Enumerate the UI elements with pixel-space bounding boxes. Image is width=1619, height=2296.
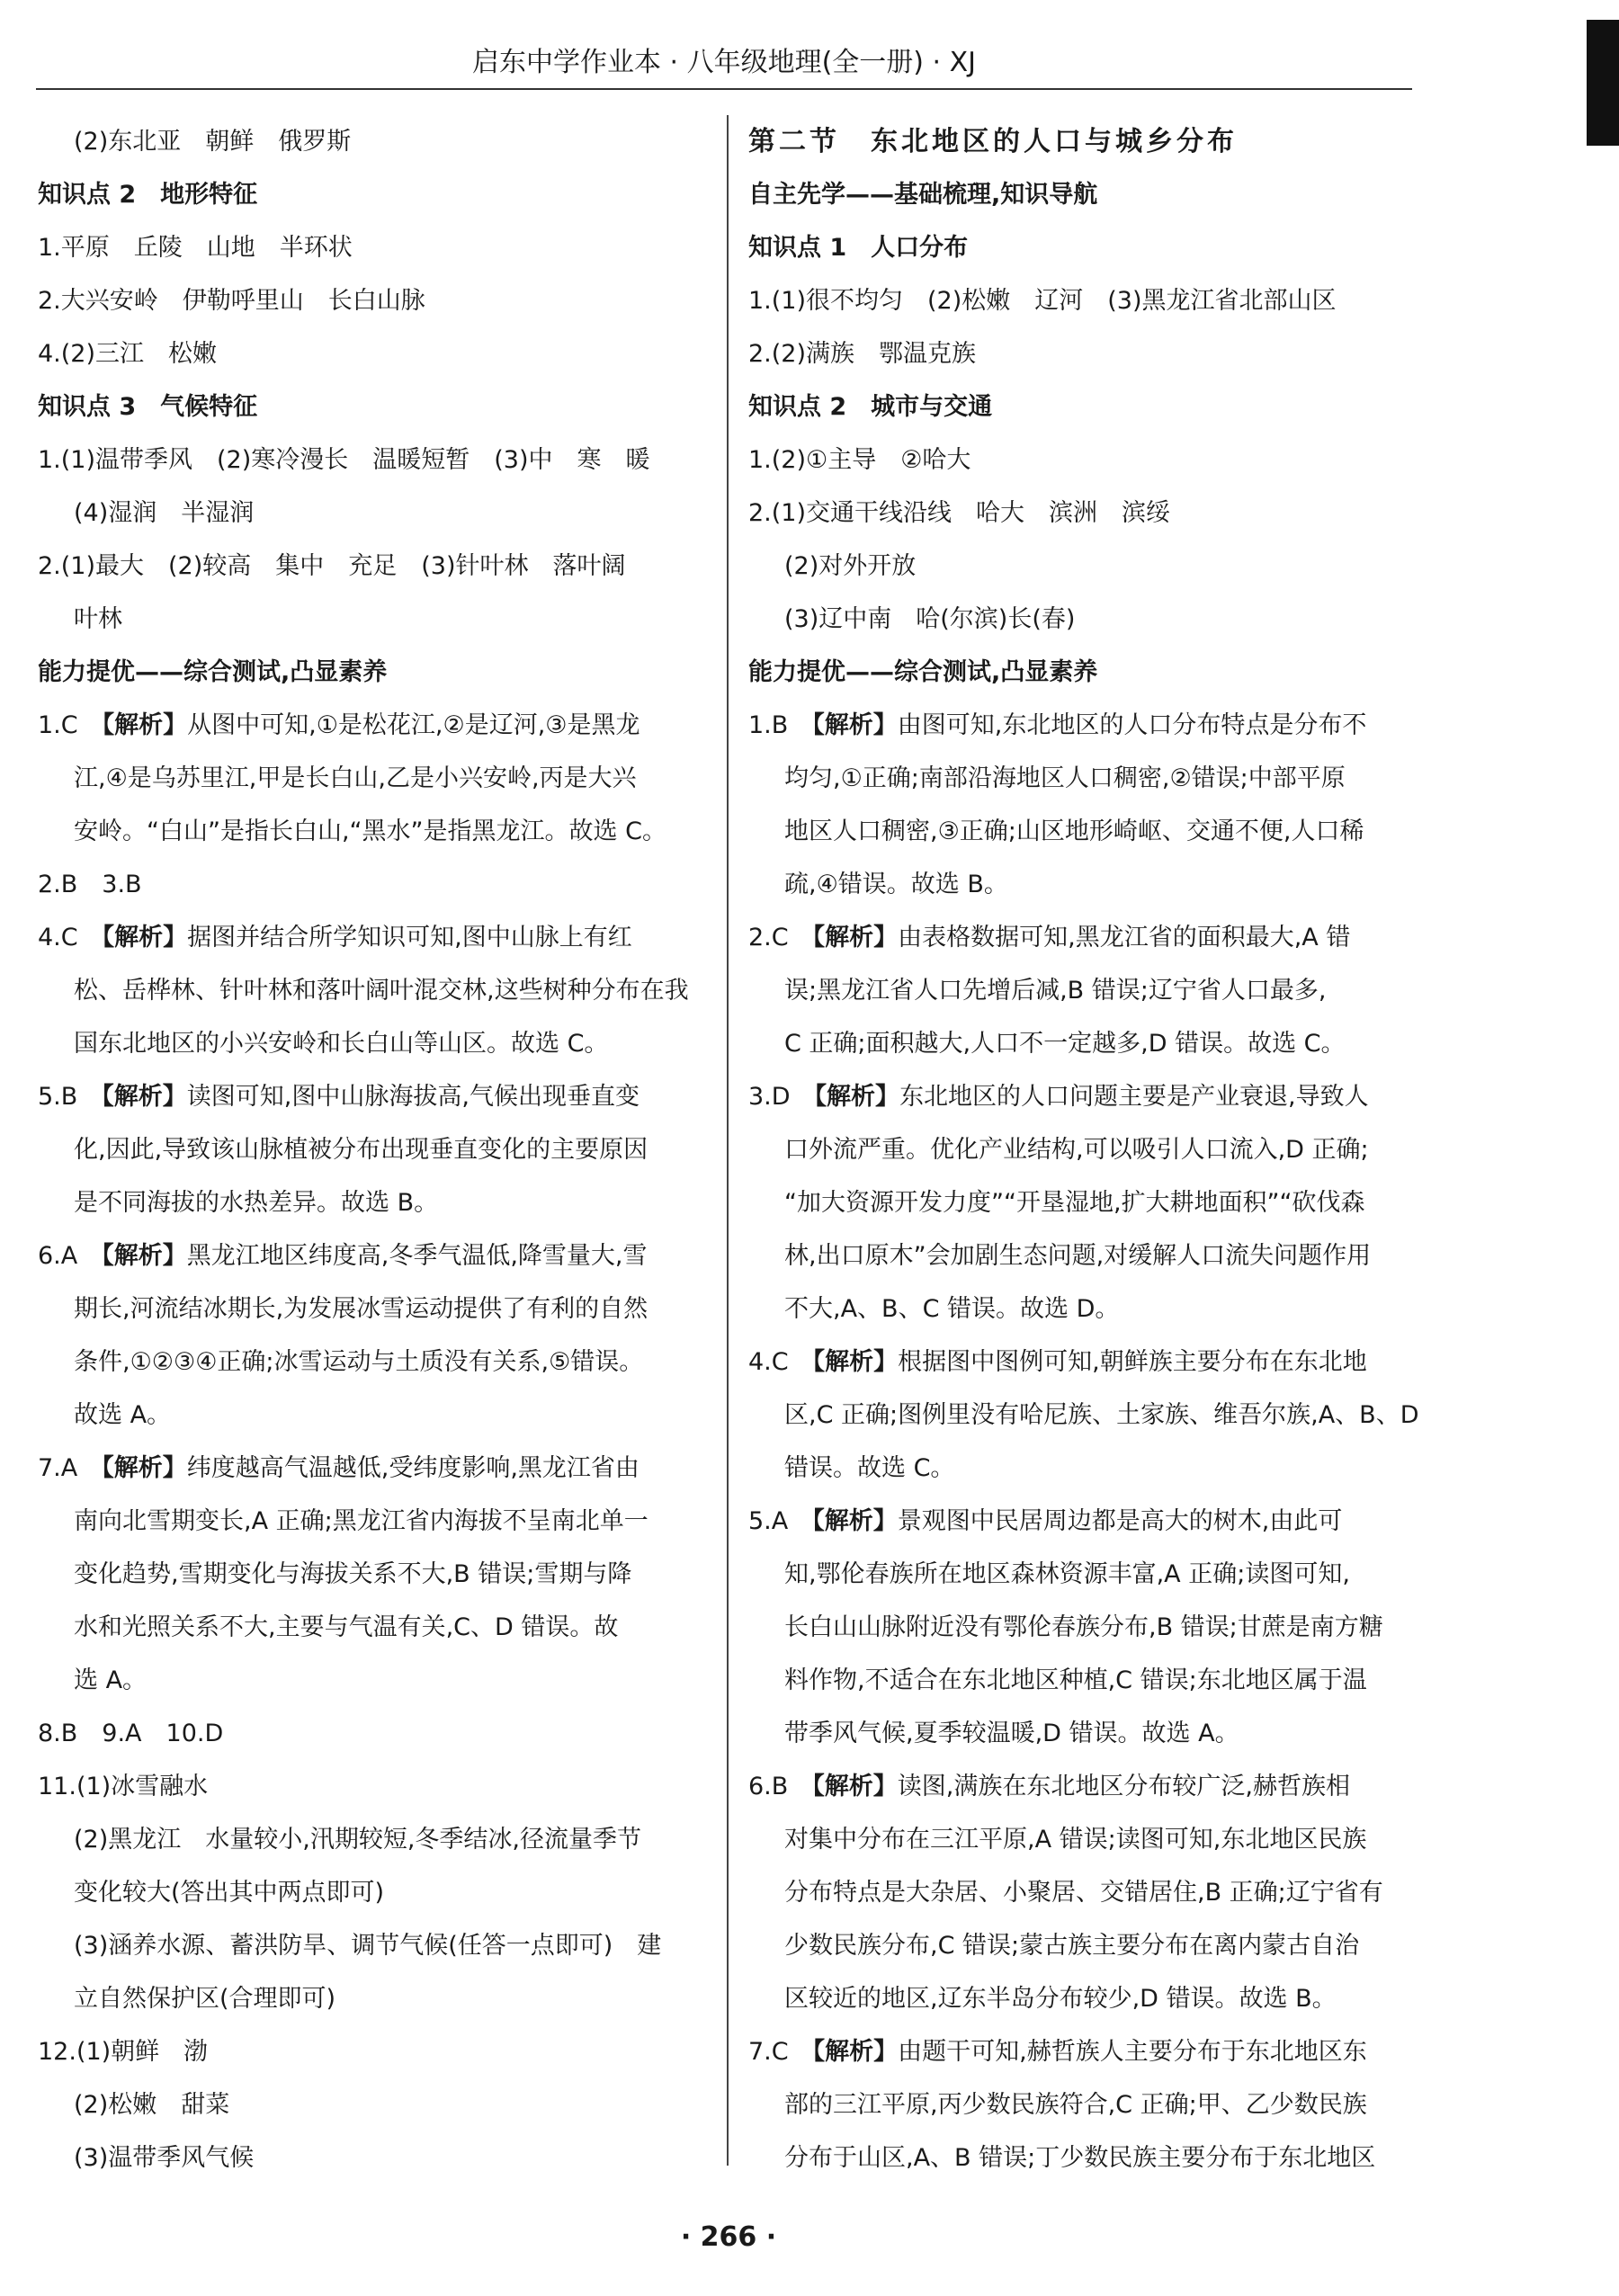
text-line: [38, 964, 721, 1017]
answer-number: 6.B: [748, 1773, 789, 1800]
analysis-tag: 【解析】: [812, 2038, 899, 2066]
line-text: 由图可知,东北地区的人口分布特点是分布不: [897, 711, 1367, 739]
analysis-tag: 【解析】: [812, 711, 898, 739]
text-line: [38, 327, 721, 380]
text-line: [38, 1813, 721, 1866]
text-line: [38, 1176, 721, 1229]
text-line: [748, 858, 1432, 911]
text-line: [38, 115, 721, 168]
line-text: 选 A。: [74, 1666, 148, 1694]
line-text: 不大,A、B、C 错误。故选 D。: [784, 1295, 1120, 1323]
line-text: 均匀,①正确;南部沿海地区人口稠密,②错误;中部平原: [784, 764, 1346, 792]
text-line: [38, 487, 721, 540]
line-text: 读图,满族在东北地区分布较广泛,赫哲族相: [897, 1773, 1350, 1800]
text-line: [748, 1707, 1432, 1760]
text-line: [748, 2025, 1432, 2078]
line-text: (2)松嫩 甜菜: [74, 2091, 230, 2119]
answer-number: 2.C: [748, 924, 789, 951]
analysis-tag: 【解析】: [102, 711, 188, 739]
line-text: 分布于山区,A、B 错误;丁少数民族主要分布于东北地区: [784, 2144, 1376, 2172]
text-line: [748, 593, 1432, 646]
text-line: [748, 487, 1432, 540]
line-text: “加大资源开发力度”“开垦湿地,扩大耕地面积”“砍伐森: [784, 1189, 1365, 1217]
line-text: 长白山山脉附近没有鄂伦春族分布,B 错误;甘蔗是南方糖: [784, 1613, 1383, 1641]
subheading: [38, 168, 721, 221]
answer-number: 5.B: [38, 1083, 78, 1111]
line-text: 南向北雪期变长,A 正确;黑龙江省内海拔不呈南北单一: [74, 1507, 648, 1535]
left-column: [38, 115, 721, 2184]
line-text: (3)温带季风气候: [74, 2144, 255, 2172]
line-text: 立自然保护区(合理即可): [74, 1985, 336, 2013]
line-text: 能力提优——综合测试,凸显素养: [38, 658, 388, 686]
line-text: 地区人口稠密,③正确;山区地形崎岖、交通不便,人口稀: [784, 817, 1364, 845]
text-line: [748, 1442, 1432, 1495]
line-text: 对集中分布在三江平原,A 错误;读图可知,东北地区民族: [784, 1826, 1367, 1854]
line-text: 是不同海拔的水热差异。故选 B。: [74, 1189, 439, 1217]
line-text: 条件,①②③④正确;冰雪运动与土质没有关系,⑤错误。: [74, 1348, 644, 1376]
line-text: 知识点 2 城市与交通: [748, 393, 993, 421]
line-text: 景观图中民居周边都是高大的树木,由此可: [897, 1507, 1343, 1535]
line-text: 故选 A。: [74, 1401, 172, 1429]
line-text: 知识点 2 地形特征: [38, 181, 258, 209]
text-line: [748, 1866, 1432, 1919]
line-text: 2.B 3.B: [38, 871, 142, 898]
text-line: [748, 1972, 1432, 2025]
line-text: 东北地区的人口问题主要是产业衰退,导致人: [899, 1083, 1369, 1111]
analysis-tag: 【解析】: [812, 1348, 899, 1376]
text-line: [748, 911, 1432, 964]
line-text: 国东北地区的小兴安岭和长白山等山区。故选 C。: [74, 1030, 609, 1058]
text-line: [38, 221, 721, 274]
answer-number: 4.C: [38, 924, 78, 951]
text-line: [748, 1389, 1432, 1442]
line-text: C 正确;面积越大,人口不一定越多,D 错误。故选 C。: [784, 1030, 1346, 1058]
text-line: [38, 1972, 721, 2025]
line-text: (2)东北亚 朝鲜 俄罗斯: [74, 128, 352, 156]
text-line: [38, 2078, 721, 2131]
analysis-tag: 【解析】: [102, 1242, 187, 1270]
line-text: 知,鄂伦春族所在地区森林资源丰富,A 正确;读图可知,: [784, 1560, 1350, 1588]
text-line: [748, 2078, 1432, 2131]
text-line: [748, 752, 1432, 805]
right-column: [748, 115, 1432, 2184]
text-line: [38, 593, 721, 646]
line-text: 2.(2)满族 鄂温克族: [748, 340, 977, 368]
answer-number: 4.C: [748, 1348, 789, 1376]
line-text: 知识点 1 人口分布: [748, 234, 969, 262]
line-text: 2.大兴安岭 伊勒呼里山 长白山脉: [38, 287, 425, 315]
text-line: [38, 805, 721, 858]
line-text: (4)湿润 半湿润: [74, 499, 255, 527]
analysis-tag: 【解析】: [812, 924, 899, 951]
text-line: [748, 1813, 1432, 1866]
analysis-tag: 【解析】: [812, 1507, 898, 1535]
line-text: 口外流严重。优化产业结构,可以吸引人口流入,D 正确;: [784, 1136, 1369, 1164]
text-line: [748, 1760, 1432, 1813]
subheading: [748, 168, 1432, 221]
text-line: [38, 1495, 721, 1548]
text-line: [38, 433, 721, 487]
line-text: 2.(1)最大 (2)较高 集中 充足 (3)针叶林 落叶阔: [38, 552, 626, 580]
text-line: [748, 1282, 1432, 1336]
text-line: [38, 699, 721, 752]
text-line: [38, 1707, 721, 1760]
line-text: 误;黑龙江省人口先增后减,B 错误;辽宁省人口最多,: [784, 977, 1327, 1005]
text-line: [748, 1229, 1432, 1282]
line-text: 1.(2)①主导 ②哈大: [748, 446, 971, 474]
subheading: [748, 380, 1432, 433]
running-header: 启东中学作业本 · 八年级地理(全一册) · XJ: [36, 45, 1412, 90]
subheading: [38, 646, 721, 699]
text-line: [748, 540, 1432, 593]
line-text: 1.(1)很不均匀 (2)松嫩 辽河 (3)黑龙江省北部山区: [748, 287, 1337, 315]
answer-number: 5.A: [748, 1507, 789, 1535]
line-text: 8.B 9.A 10.D: [38, 1720, 224, 1747]
line-text: 分布特点是大杂居、小聚居、交错居住,B 正确;辽宁省有: [784, 1879, 1383, 1907]
text-line: [748, 433, 1432, 487]
text-line: [38, 858, 721, 911]
line-text: 第二节 东北地区的人口与城乡分布: [748, 126, 1238, 157]
line-text: (3)辽中南 哈(尔滨)长(春): [784, 605, 1076, 633]
line-text: 自主先学——基础梳理,知识导航: [748, 181, 1098, 209]
answer-number: 1.B: [748, 711, 789, 739]
line-text: 纬度越高气温越低,受纬度影响,黑龙江省由: [186, 1454, 640, 1482]
line-text: 4.(2)三江 松嫩: [38, 340, 218, 368]
line-text: 变化趋势,雪期变化与海拔关系不大,B 错误;雪期与降: [74, 1560, 632, 1588]
analysis-tag: 【解析】: [814, 1083, 900, 1111]
line-text: (2)黑龙江 水量较小,汛期较短,冬季结冰,径流量季节: [74, 1826, 641, 1854]
section-title: [748, 115, 1432, 168]
text-line: [38, 1123, 721, 1176]
text-line: [38, 1389, 721, 1442]
line-text: 水和光照关系不大,主要与气温有关,C、D 错误。故: [74, 1613, 619, 1641]
text-line: [38, 274, 721, 327]
line-text: 江,④是乌苏里江,甲是长白山,乙是小兴安岭,丙是大兴: [74, 764, 637, 792]
answer-number: 1.C: [38, 711, 78, 739]
text-line: [748, 1123, 1432, 1176]
subheading: [748, 221, 1432, 274]
text-line: [38, 1070, 721, 1123]
line-text: 区,C 正确;图例里没有哈尼族、土家族、维吾尔族,A、B、D: [784, 1401, 1419, 1429]
text-line: [38, 1442, 721, 1495]
answer-number: 7.C: [748, 2038, 789, 2066]
line-text: 区较近的地区,辽东半岛分布较少,D 错误。故选 B。: [784, 1985, 1337, 2013]
answer-number: 6.A: [38, 1242, 78, 1270]
text-line: [748, 327, 1432, 380]
page-edge-mark: [1587, 20, 1619, 146]
answer-number: 7.A: [38, 1454, 78, 1482]
line-text: 黑龙江地区纬度高,冬季气温低,降雪量大,雪: [186, 1242, 648, 1270]
line-text: 能力提优——综合测试,凸显素养: [748, 658, 1098, 686]
text-line: [748, 699, 1432, 752]
text-line: [748, 1176, 1432, 1229]
line-text: 化,因此,导致该山脉植被分布出现垂直变化的主要原因: [74, 1136, 648, 1164]
text-line: [38, 2025, 721, 2078]
text-line: [38, 752, 721, 805]
analysis-tag: 【解析】: [102, 1083, 187, 1111]
line-text: 期长,河流结冰期长,为发展冰雪运动提供了有利的自然: [74, 1295, 648, 1323]
text-line: [38, 1229, 721, 1282]
line-text: 1.平原 丘陵 山地 半环状: [38, 234, 353, 262]
text-line: [38, 1654, 721, 1707]
text-line: [38, 1760, 721, 1813]
subheading: [38, 380, 721, 433]
analysis-tag: 【解析】: [102, 1454, 187, 1482]
text-line: [38, 1919, 721, 1972]
text-line: [748, 964, 1432, 1017]
line-text: 1.(1)温带季风 (2)寒冷漫长 温暖短暂 (3)中 寒 暖: [38, 446, 650, 474]
text-line: [748, 1601, 1432, 1654]
line-text: 由题干可知,赫哲族人主要分布于东北地区东: [898, 2038, 1367, 2066]
text-line: [38, 1336, 721, 1389]
line-text: 部的三江平原,丙少数民族符合,C 正确;甲、乙少数民族: [784, 2091, 1367, 2119]
line-text: 读图可知,图中山脉海拔高,气候出现垂直变: [186, 1083, 640, 1111]
text-line: [748, 1654, 1432, 1707]
line-text: 疏,④错误。故选 B。: [784, 871, 1008, 898]
line-text: 林,出口原木”会加剧生态问题,对缓解人口流失问题作用: [784, 1242, 1372, 1270]
line-text: 料作物,不适合在东北地区种植,C 错误;东北地区属于温: [784, 1666, 1367, 1694]
text-line: [38, 911, 721, 964]
analysis-tag: 【解析】: [812, 1773, 898, 1800]
line-text: 错误。故选 C。: [784, 1454, 955, 1482]
answer-number: 3.D: [748, 1083, 791, 1111]
line-text: 由表格数据可知,黑龙江省的面积最大,A 错: [898, 924, 1351, 951]
line-text: 根据图中图例可知,朝鲜族主要分布在东北地: [898, 1348, 1367, 1376]
text-line: [38, 1548, 721, 1601]
text-line: [748, 2131, 1432, 2184]
text-line: [748, 1548, 1432, 1601]
line-text: 2.(1)交通干线沿线 哈大 滨洲 滨绥: [748, 499, 1171, 527]
column-divider: [727, 115, 729, 2166]
line-text: 叶林: [74, 605, 122, 633]
text-line: [748, 274, 1432, 327]
line-text: 少数民族分布,C 错误;蒙古族主要分布在离内蒙古自治: [784, 1932, 1360, 1960]
page-number: · 266 ·: [680, 2221, 777, 2253]
line-text: (2)对外开放: [784, 552, 917, 580]
text-line: [38, 1866, 721, 1919]
text-line: [748, 805, 1432, 858]
analysis-tag: 【解析】: [102, 924, 188, 951]
text-line: [748, 1070, 1432, 1123]
line-text: (3)涵养水源、蓄洪防旱、调节气候(任答一点即可) 建: [74, 1932, 662, 1960]
line-text: 带季风气候,夏季较温暖,D 错误。故选 A。: [784, 1720, 1239, 1747]
text-line: [748, 1336, 1432, 1389]
text-line: [748, 1017, 1432, 1070]
line-text: 12.(1)朝鲜 渤: [38, 2038, 209, 2066]
text-line: [38, 1017, 721, 1070]
line-text: 变化较大(答出其中两点即可): [74, 1879, 385, 1907]
line-text: 据图并结合所学知识可知,图中山脉上有红: [187, 924, 632, 951]
line-text: 松、岳桦林、针叶林和落叶阔叶混交林,这些树种分布在我: [74, 977, 689, 1005]
text-line: [38, 2131, 721, 2184]
line-text: 11.(1)冰雪融水: [38, 1773, 209, 1800]
text-line: [38, 540, 721, 593]
line-text: 知识点 3 气候特征: [38, 393, 258, 421]
text-line: [748, 1495, 1432, 1548]
line-text: 安岭。“白山”是指长白山,“黑水”是指黑龙江。故选 C。: [74, 817, 666, 845]
text-line: [748, 1919, 1432, 1972]
text-line: [38, 1601, 721, 1654]
text-line: [38, 1282, 721, 1336]
line-text: 从图中可知,①是松花江,②是辽河,③是黑龙: [187, 711, 640, 739]
subheading: [748, 646, 1432, 699]
